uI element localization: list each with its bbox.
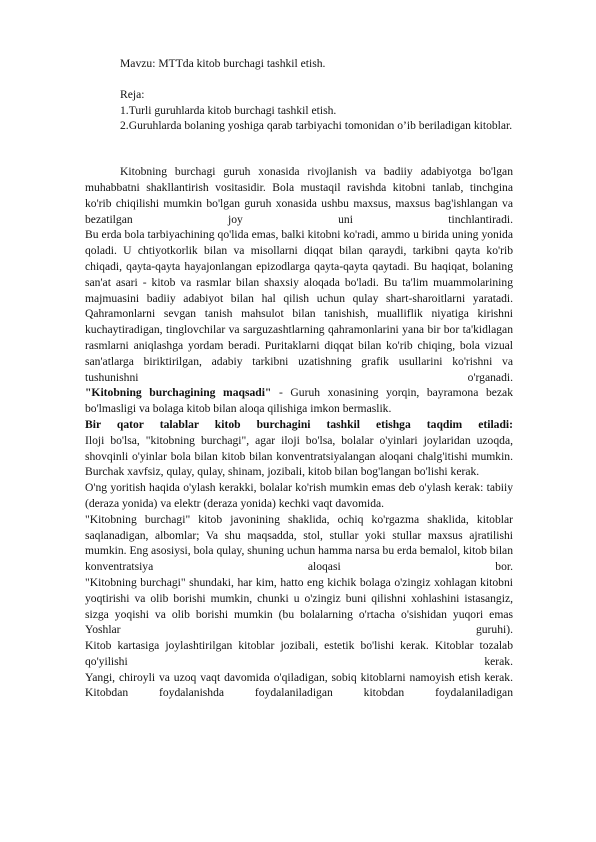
plan-heading: Reja:	[120, 87, 145, 101]
document-page	[85, 56, 513, 701]
body-paragraph-4	[85, 385, 513, 417]
body-paragraph-12: Yangi, chiroyli va uzoq vaqt davomida o'qiladigan, sobiq kitoblarni namoyish etish kerak. Kitobdan foydalanishda foydalaniladigan kitobdan foydalaniladigan	[85, 670, 513, 700]
requirements-heading-text: Bir qator talablar kitob burchagini tashkil etishga taqdim etiladi:	[85, 417, 513, 431]
body-paragraph-10: "Kitobning burchagi" shundaki, har kim, hatto eng kichik bolaga o'zingiz xohlagan kitobni yoqtirishi va olib borishi mumkin, chunki u o'zingiz buni qilishni xohlashini istasangiz, sizga yoqishi va olib borishi mumkin (bu bolalarning o'rtacha o'sishidan yuqori emas Yoshlar guruhi).	[85, 575, 513, 637]
body-paragraph-7: Burchak xavfsiz, qulay, qulay, shinam, jozibali, kitob bilan bog'langan bo'lishi kerak.	[85, 465, 480, 479]
paragraph-4-text: - Guruh xonasining yorqin, bayramona bezak bo'lmasligi va bolaga kitob bilan aloqa qilishiga imkon bermaslik.	[85, 386, 513, 416]
body-paragraph-2: Bu erda bola tarbiyachining qo'lida emas, balki kitobni ko'radi, ammo u birida uning yonida qoladi. U chtiyotkorlik bilan va misollarni diqqat bilan qaraydi, tarkibni qayta ko'rib chiqadi, qayta-qayta hayajonlangan epizodlarga qayta-qayta qaytadi. Bu haqiqat, bolaning san'at asari - kitob va rasmlar bilan shaxsiy aloqada bo'ladi. Bu ta'lim muammolarining majmuasini badiiy adabiyot bilan hal qilish uchun qulay shart-sharoitlarni yaratadi.	[85, 228, 513, 305]
bold-phrase: "Kitobning burchagining maqsadi"	[85, 386, 272, 400]
body-paragraph-11: Kitob kartasiga joylashtirilgan kitoblar jozibali, estetik bo'lishi kerak. Kitoblar tozalab qo'yilishi kerak.	[85, 639, 513, 668]
body-paragraph-1: Kitobning burchagi guruh xonasida rivojlanish va badiiy adabiyotga bo'lgan muhabbatni shakllantirish vositasidir. Bola mustaqil ravishda kitobni tanlab, tinchgina ko'rib chiqilishi mumkin bo'lgan guruh xonasida ushbu maxsus, maxsus bag'ishlangan va bezatilgan joy uni tinchlantiradi.	[85, 165, 513, 226]
plan-item-2: 2.Guruhlarda bolaning yoshiga qarab tarbiyachi tomonidan o’ib beriladigan kitoblar.	[120, 119, 513, 133]
body-paragraph-9: "Kitobning burchagi" kitob javonining shaklida, ochiq ko'rgazma shaklida, kitoblar saqlanadigan, albomlar; Va shu maqsadda, stol, stullar yoki stullar maxsus ajratilishi mumkin. Eng asosiysi, bola qulay, shuning uchun hamma narsa bu erda bemalol, kitob bilan konventratsiya aloqasi bor.	[85, 512, 513, 574]
body-paragraph-6: Iloji bo'lsa, "kitobning burchagi", agar iloji bo'lsa, bolalar o'yinlari joylaridan uzoqda, shovqinli o'yinlar bola bilan kitob bilan konventratsiyalangan aloqani chalg'itishi mumkin.	[85, 433, 513, 463]
requirements-heading	[85, 417, 513, 433]
body-paragraph-3: Qahramonlarni sevgan tanish mahsulot bilan tanishish, mualliflik niyatiga kirishni kuchaytiradigan, tinglovchilar va sarguzashtlarning qahramonlarini yana bir bor ta'kidlagan rasmlarni aniqlashga yordam beradi. Puritaklarni diqqat bilan ko'rib chiqing, bola vizual san'atlarga biriktirilgan, adabiy tarkibni uzatishning grafik usullarini ko'rishni va tushunishni o'rganadi.	[85, 307, 513, 384]
plan-item-1: 1.Turli guruhlarda kitob burchagi tashkil etish.	[120, 103, 337, 117]
document-title: Mavzu: MTTda kitob burchagi tashkil etish.	[120, 57, 326, 70]
body-paragraph-8: O'ng yoritish haqida o'ylash kerakki, bolalar ko'rish mumkin emas deb o'ylash kerak: tabiiy (deraza yonida) va elektr (deraza yonida) kechki vaqt davomida.	[85, 481, 513, 510]
